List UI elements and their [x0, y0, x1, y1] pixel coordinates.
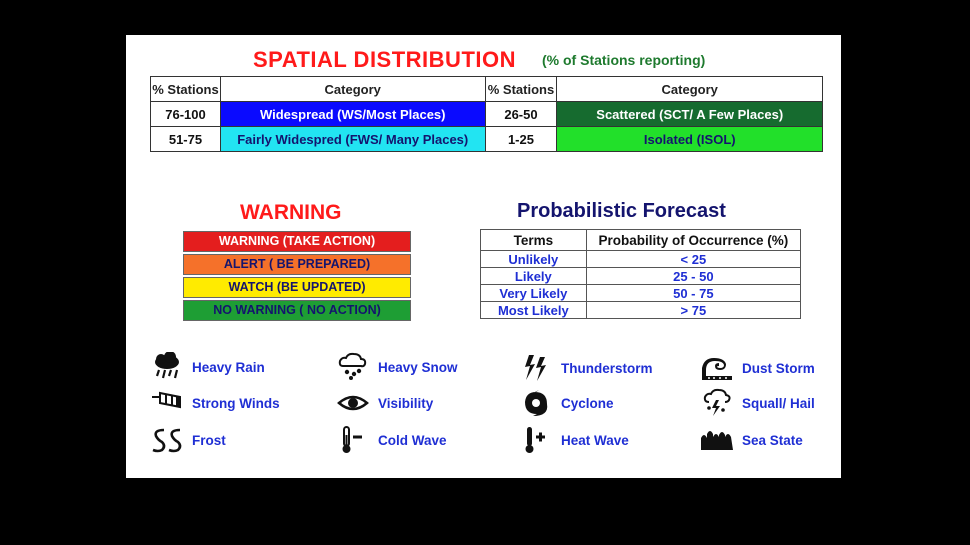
probabilistic-term: Most Likely: [481, 302, 587, 319]
spatial-category-widespread: Widespread (WS/Most Places): [220, 102, 485, 127]
strong-winds-icon: [150, 388, 184, 418]
warning-levels: [183, 231, 411, 321]
visibility-icon: [336, 388, 370, 418]
legend-label: Strong Winds: [192, 395, 280, 411]
spatial-header-cat-a: Category: [220, 77, 485, 102]
warning-level-watch: WATCH (BE UPDATED): [183, 277, 411, 298]
legend-sea-state: [700, 425, 803, 455]
legend-label: Dust Storm: [742, 360, 815, 376]
probabilistic-row: [481, 285, 801, 302]
probabilistic-header-terms: Terms: [481, 230, 587, 251]
spatial-title: SPATIAL DISTRIBUTION: [253, 47, 516, 72]
spatial-header-pct-b: % Stations: [485, 77, 557, 102]
probabilistic-title: Probabilistic Forecast: [517, 200, 726, 222]
legend-label: Heavy Rain: [192, 359, 265, 375]
heavy-rain-icon: [150, 352, 184, 382]
probabilistic-term: Likely: [481, 268, 587, 285]
spatial-category-isolated: Isolated (ISOL): [557, 127, 823, 152]
legend-cold-wave: [336, 425, 447, 455]
legend-heat-wave: [519, 425, 629, 455]
probabilistic-row: [481, 251, 801, 268]
probabilistic-table: [480, 229, 801, 319]
thunderstorm-icon: [519, 353, 553, 383]
legend-thunderstorm: [519, 353, 653, 383]
legend-cyclone: [519, 388, 614, 418]
probabilistic-value: > 75: [586, 302, 800, 319]
probabilistic-value: 25 - 50: [586, 268, 800, 285]
spatial-pct: 51-75: [151, 127, 221, 152]
legend-heavy-snow: [336, 352, 458, 382]
spatial-pct: 76-100: [151, 102, 221, 127]
spatial-pct: 26-50: [485, 102, 557, 127]
spatial-header-row: [151, 77, 823, 102]
probabilistic-value: < 25: [586, 251, 800, 268]
legend-heavy-rain: [150, 352, 265, 382]
spatial-category-scattered: Scattered (SCT/ A Few Places): [557, 102, 823, 127]
spatial-pct: 1-25: [485, 127, 557, 152]
legend-strong-winds: [150, 388, 280, 418]
legend-label: Visibility: [378, 395, 434, 411]
legend-label: Frost: [192, 432, 226, 448]
legend-label: Heavy Snow: [378, 359, 458, 375]
frost-icon: [150, 425, 184, 455]
spatial-header-pct-a: % Stations: [151, 77, 221, 102]
probabilistic-header-probability: Probability of Occurrence (%): [586, 230, 800, 251]
probabilistic-term: Unlikely: [481, 251, 587, 268]
legend-label: Sea State: [742, 432, 803, 448]
legend-card: [126, 35, 841, 478]
warning-title: WARNING: [240, 201, 342, 224]
legend-dust-storm: [700, 353, 815, 383]
legend-label: Heat Wave: [561, 432, 629, 448]
squall-hail-icon: [700, 388, 734, 418]
legend-visibility: [336, 388, 433, 418]
probabilistic-header-row: [481, 230, 801, 251]
probabilistic-value: 50 - 75: [586, 285, 800, 302]
spatial-table: [150, 76, 823, 152]
spatial-category-fairly-widespread: Fairly Widespred (FWS/ Many Places): [220, 127, 485, 152]
cold-wave-icon: [336, 425, 370, 455]
warning-level-alert: ALERT ( BE PREPARED): [183, 254, 411, 275]
legend-label: Cyclone: [561, 395, 614, 411]
heat-wave-icon: [519, 425, 553, 455]
legend-label: Cold Wave: [378, 432, 447, 448]
dust-storm-icon: [700, 353, 734, 383]
spatial-row: [151, 127, 823, 152]
warning-level-no-warning: NO WARNING ( NO ACTION): [183, 300, 411, 321]
spatial-subtitle: (% of Stations reporting): [542, 52, 706, 68]
probabilistic-row: [481, 268, 801, 285]
legend-squall-hail: [700, 388, 815, 418]
probabilistic-row: [481, 302, 801, 319]
warning-level-take-action: WARNING (TAKE ACTION): [183, 231, 411, 252]
probabilistic-term: Very Likely: [481, 285, 587, 302]
sea-state-icon: [700, 425, 734, 455]
spatial-row: [151, 102, 823, 127]
legend-label: Thunderstorm: [561, 360, 653, 376]
cyclone-icon: [519, 388, 553, 418]
spatial-header-cat-b: Category: [557, 77, 823, 102]
legend-frost: [150, 425, 226, 455]
legend-label: Squall/ Hail: [742, 395, 815, 411]
heavy-snow-icon: [336, 352, 370, 382]
